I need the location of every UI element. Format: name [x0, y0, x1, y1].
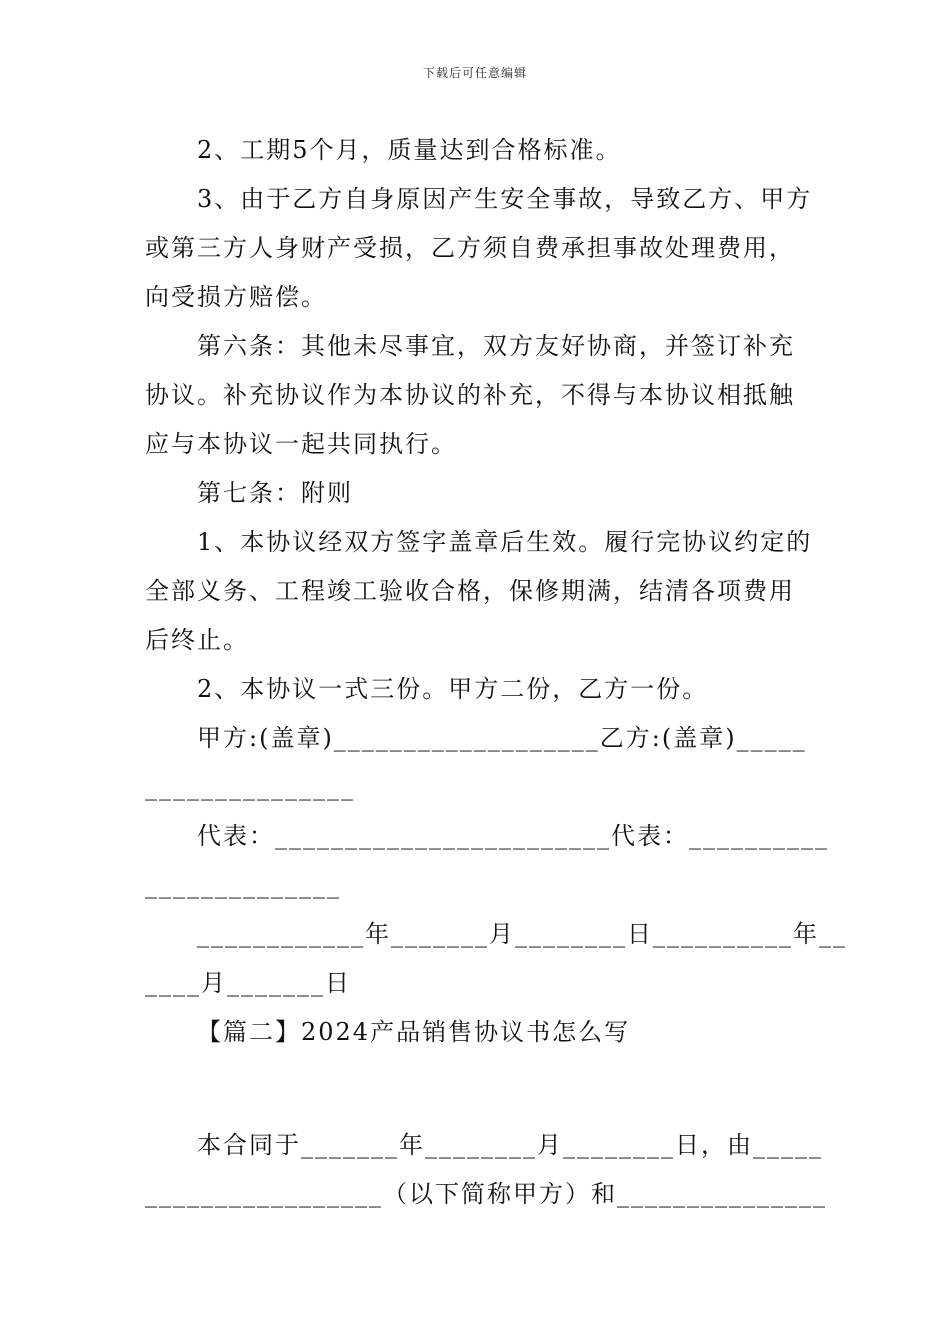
text-line: 第六条：其他未尽事宜，双方友好协商，并签订补充 [197, 332, 795, 360]
text-line: 后终止。 [145, 626, 249, 654]
text-line: 第七条：附则 [197, 479, 353, 507]
text-line: 协议。补充协议作为本协议的补充，不得与本协议相抵触 [145, 381, 795, 409]
signature-line-continuation: _______________ [145, 773, 355, 801]
text-line: 全部义务、工程竣工验收合格，保修期满，结清各项费用 [145, 577, 795, 605]
text-line: 1、本协议经双方签字盖章后生效。履行完协议约定的 [197, 528, 813, 556]
contract-intro [145, 1121, 827, 1219]
text-line: 或第三方人身财产受损，乙方须自费承担事故处理费用， [145, 234, 795, 262]
text-line: 向受损方赔偿。 [145, 283, 327, 311]
text-line: 本合同于_______年________月________日，由_____ [197, 1131, 823, 1159]
representative-line: 代表：________________________代表：__________ [197, 822, 829, 850]
representative-line-continuation: ______________ [145, 871, 341, 899]
page-header: 下载后可任意编辑 [422, 66, 527, 80]
signature-line-party-a: 甲方:(盖章)___________________乙方:(盖章)_____ [197, 724, 807, 752]
text-line: 2、工期5个月，质量达到合格标准。 [197, 136, 622, 164]
text-line: _________________（以下简称甲方）和_______________ [145, 1180, 827, 1208]
date-line-continuation: ____月_______日 [145, 969, 351, 997]
document-body [145, 126, 847, 1057]
text-line: 3、由于乙方自身原因产生安全事故，导致乙方、甲方 [197, 185, 813, 213]
date-line: ____________年_______月________日__________年__ [197, 920, 847, 948]
text-line: 应与本协议一起共同执行。 [145, 430, 457, 458]
text-line: 2、本协议一式三份。甲方二份，乙方一份。 [197, 675, 709, 703]
section-title: 【篇二】2024产品销售协议书怎么写 [197, 1018, 631, 1046]
